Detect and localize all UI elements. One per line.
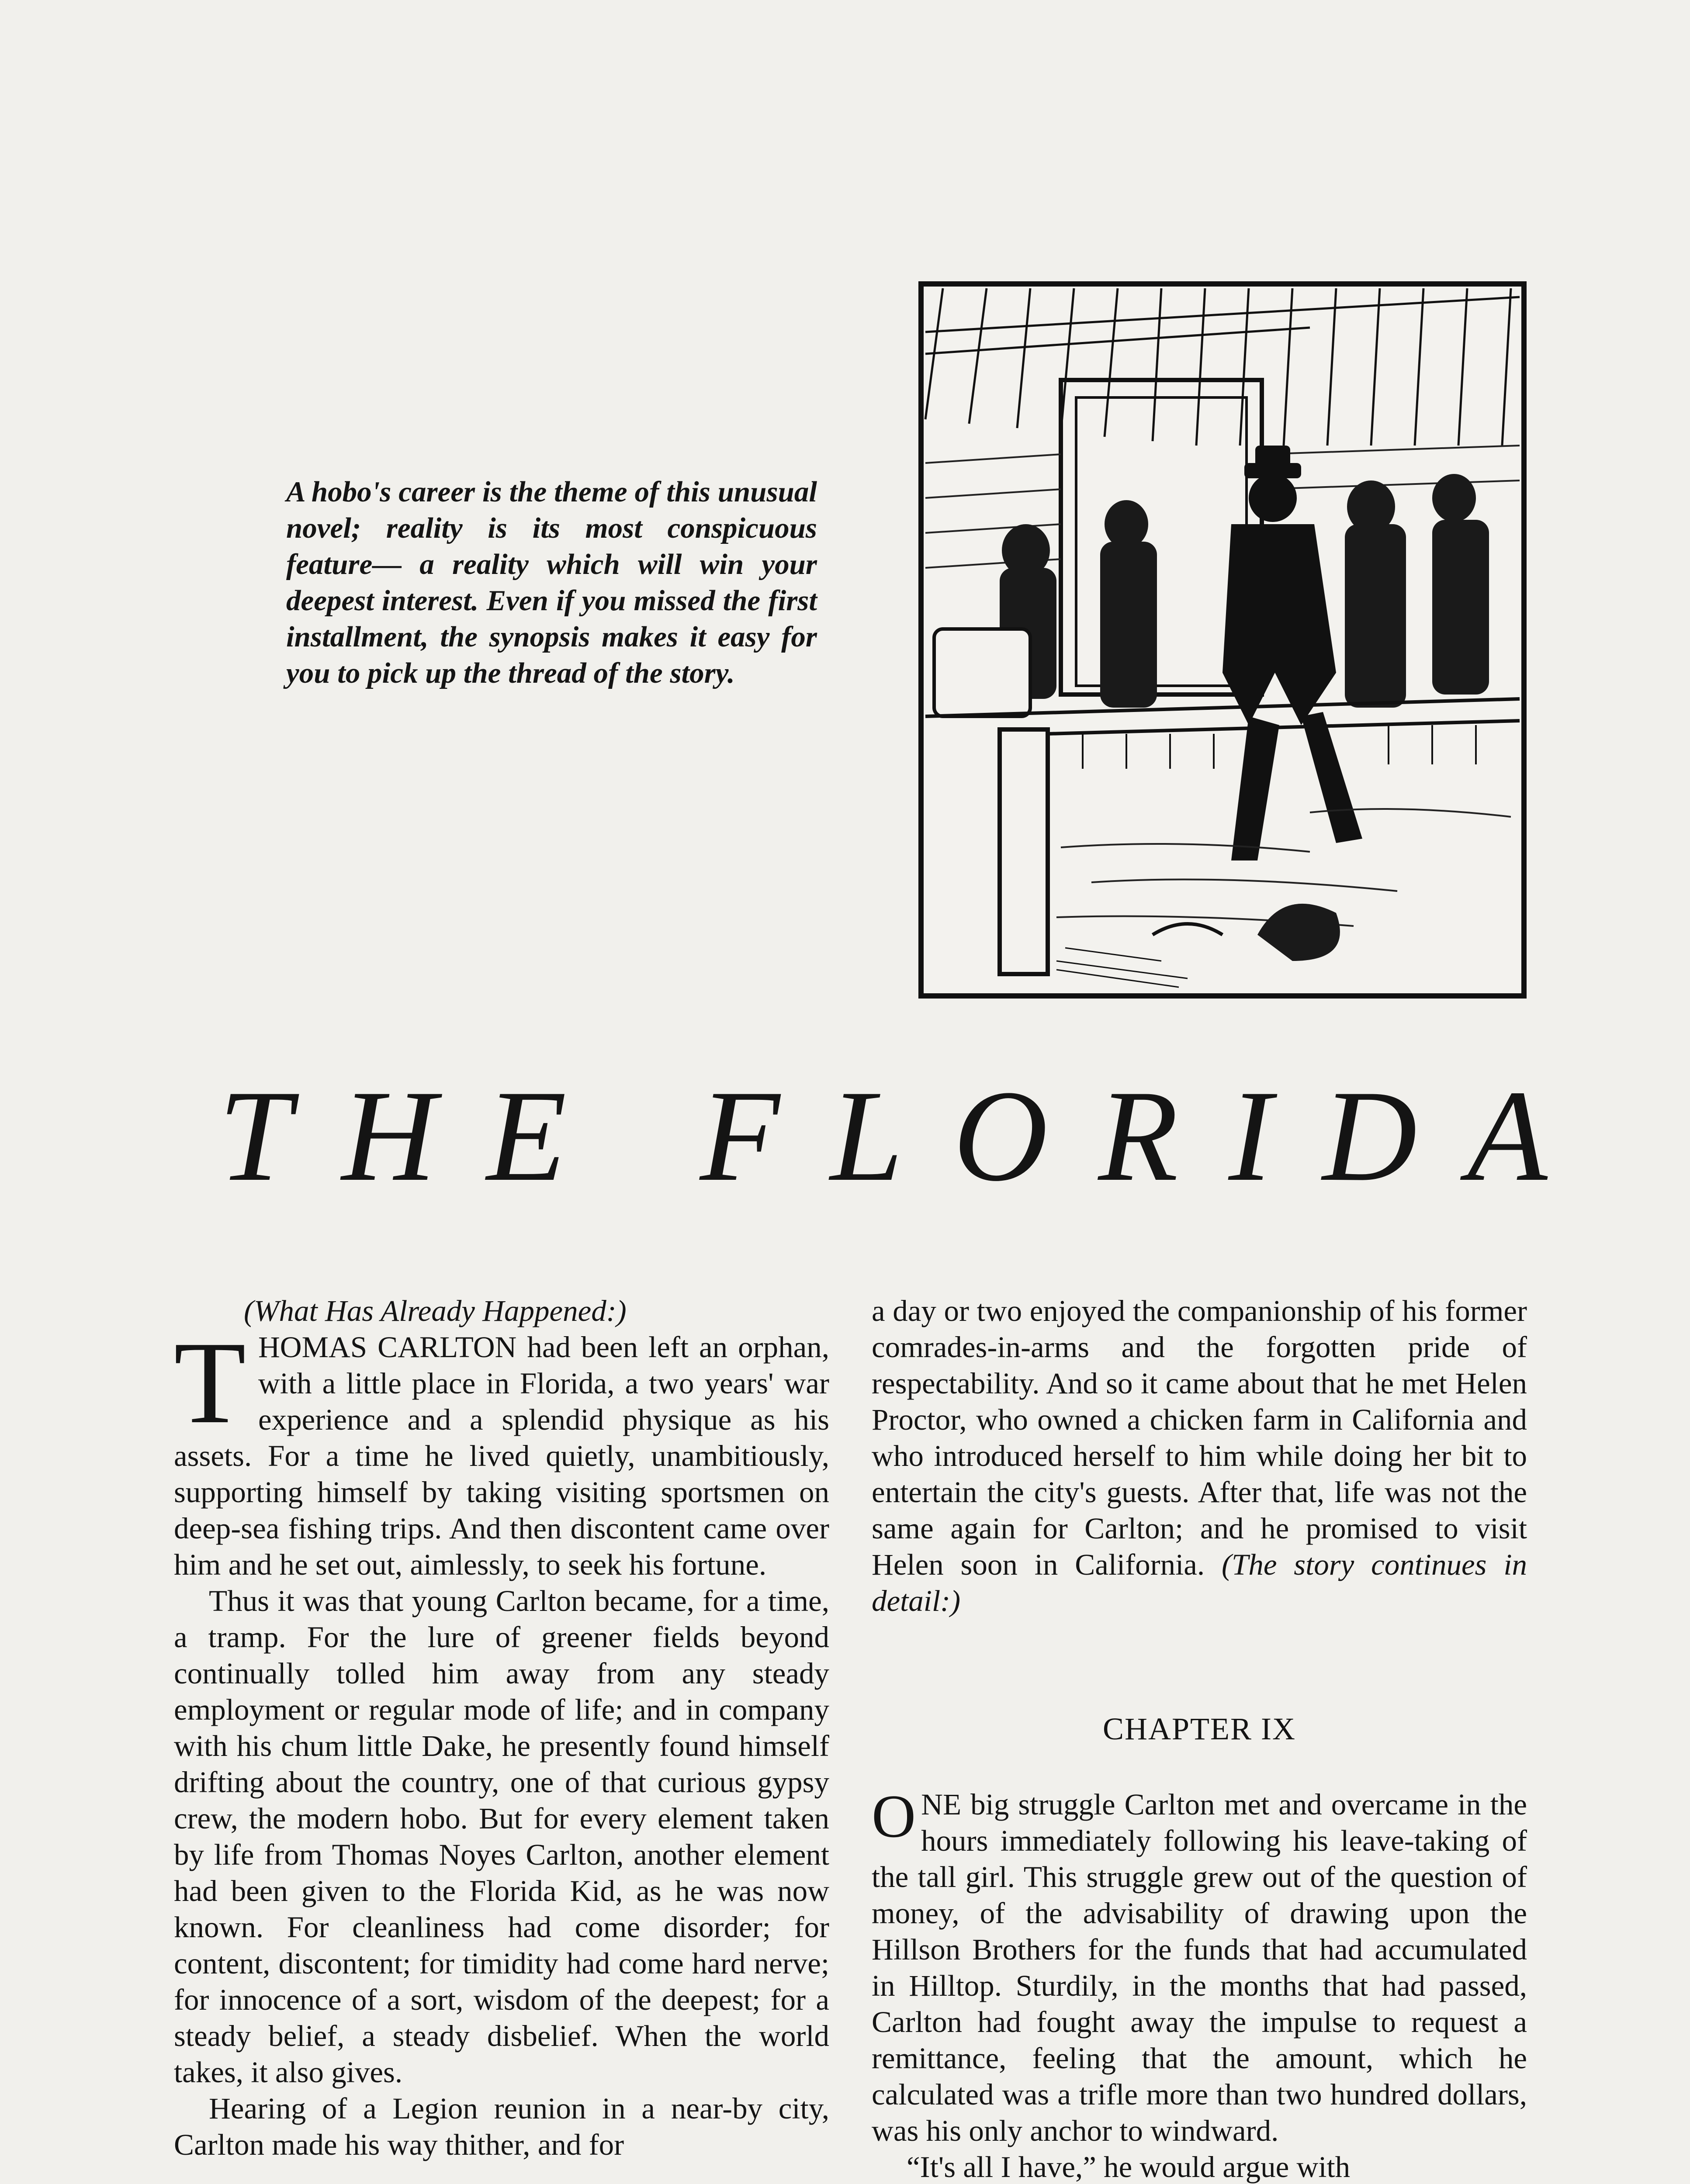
drop-cap: T <box>174 1317 246 1448</box>
synopsis-paragraph-1 <box>174 1317 829 1583</box>
synopsis-paragraph-3-continued <box>872 1293 1527 1619</box>
synopsis-paragraph-1-text: HOMAS CARLTON had been left an orphan, with a little place in Florida, a two years' war experience and a splendid physique as his assets. For a time he lived quietly, unambitiously, supporting himself by taking visiting sportsmen on deep-sea fishing trips. And then discontent came over him and he set out, aimlessly, to seek his fortune. <box>174 1330 829 1581</box>
right-column <box>872 1293 1527 2184</box>
chapter-paragraph-1-text: NE big struggle Carlton met and overcame in the hours immediately following his leave-taking of the tall girl. This struggle grew out of the question of money, of the advisability of drawing upon the Hillson Brothers for the funds that had accumulated in Hilltop. Sturdily, in the months that had passed, Carlton had fought away the impulse to request a remittance, feeling that the amount, which he calculated was a trifle more than two hundred dollars, was his only anchor to windward. <box>872 1788 1527 2147</box>
left-column <box>174 1293 829 2163</box>
chapter-paragraph-2: “It's all I have,” he would argue with <box>907 2150 1351 2184</box>
synopsis-heading: (What Has Already Happened:) <box>244 1294 627 1327</box>
story-title: THE FLORIDA <box>218 1063 1598 1208</box>
synopsis-paragraph-2: Thus it was that young Carlton became, for a time, a tramp. For the lure of greener fields beyond continually tolled him away from any steady employment or regular mode of life; and in company with his chum little Dake, he presently found himself drifting about the country, one of that curious gypsy crew, the modern hobo. But for every element taken by life from Thomas Noyes Carlton, another element had been given to the Florida Kid, as he was now known. For cleanliness had come disorder; for content, discontent; for timidity had come hard nerve; for innocence of a sort, wisdom of the deepest; for a steady belief, a steady disbelief. When the world takes, it also gives. <box>174 1584 829 2089</box>
intro-blurb: A hobo's career is the theme of this unusual novel; reality is its most conspicuous feature— a reality which will win your deepest interest. Even if you missed the first installment, the synopsis makes it easy for you to pick up the thread of the story. <box>286 476 817 689</box>
chapter-paragraph-1 <box>872 1783 1527 2149</box>
story-illustration <box>917 280 1528 1000</box>
story-continues-note: (The story continues in detail:) <box>872 1548 1527 1617</box>
synopsis-continued-text: a day or two enjoyed the companionship of his former comrades-in-arms and the forgotten pride of respectability. And so it came about that he met Helen Proctor, who owned a chicken farm in California and who introduced herself to him while doing her bit to entertain the city's guests. After that, life was not the same again for Carlton; and he promised to visit Helen soon in California. <box>872 1294 1527 1581</box>
hobo-scene-illustration-icon <box>917 280 1528 1000</box>
chapter-drop-cap: O <box>872 1783 916 1850</box>
chapter-heading: CHAPTER IX <box>1102 1711 1296 1746</box>
synopsis-paragraph-3: Hearing of a Legion reunion in a near-by city, Carlton made his way thither, and for <box>174 2092 829 2161</box>
